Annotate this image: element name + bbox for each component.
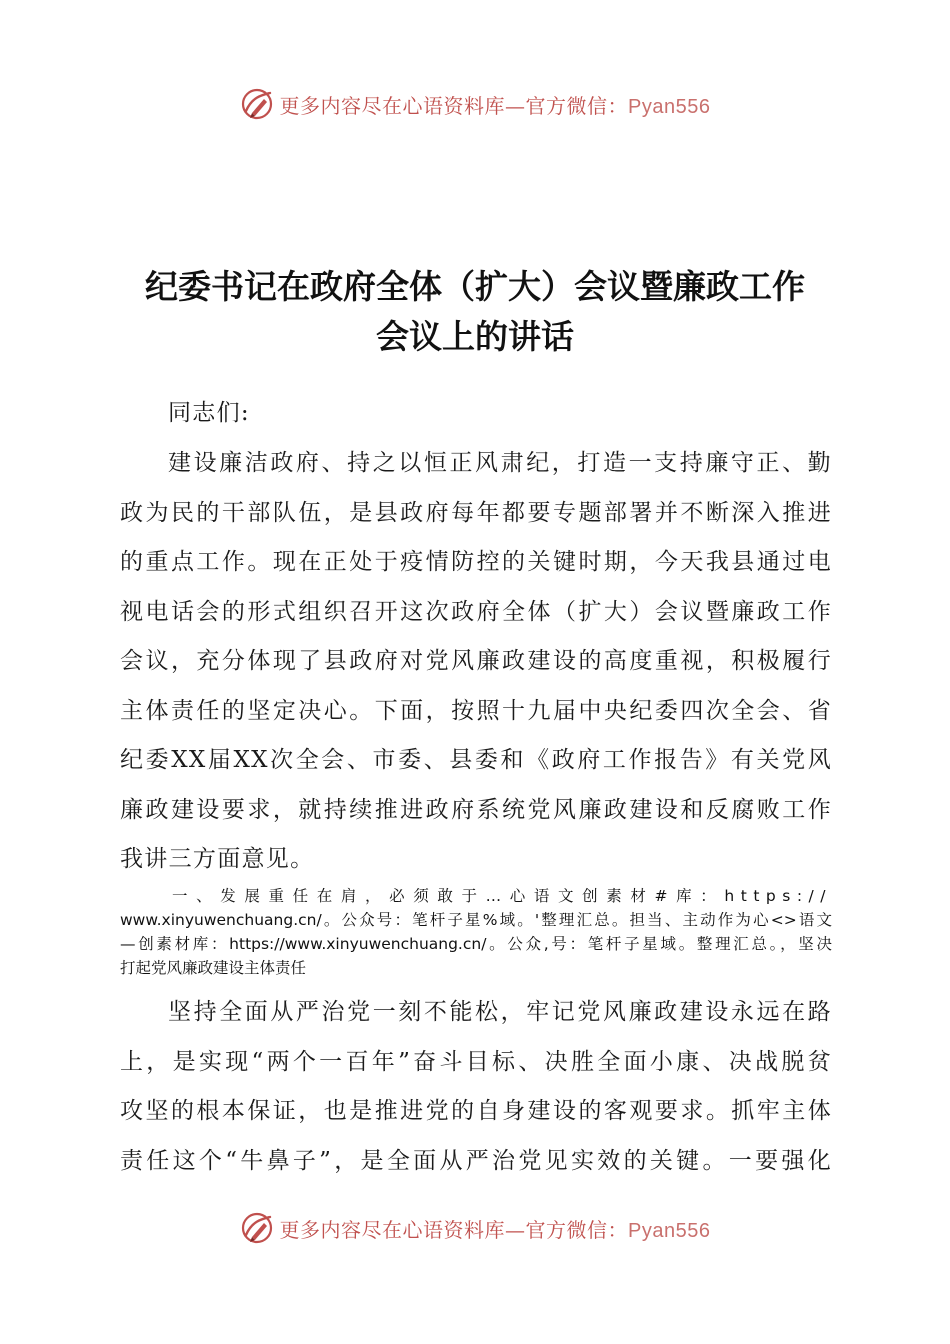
paragraph-line: 纪委XX届XX次全会、市委、县委和《政府工作报告》有关党风 xyxy=(120,747,832,773)
greeting: 同志们: xyxy=(168,400,250,426)
title-line-2: 会议上的讲话 xyxy=(376,317,574,356)
pen-swirl-logo-icon xyxy=(240,1211,274,1245)
section-heading-line: 打起党风廉政建设主体责任 xyxy=(120,959,307,977)
header-watermark xyxy=(0,82,950,126)
section-heading xyxy=(120,884,832,980)
paragraph-line: 坚持全面从严治党一刻不能松，牢记党风廉政建设永远在路 xyxy=(168,999,832,1025)
paragraph-1 xyxy=(120,439,832,885)
paragraph-line: 廉政建设要求，就持续推进政府系统党风廉政建设和反腐败工作 xyxy=(120,796,832,823)
section-heading-line: —创素材库：https://www.xinyuwenchuang.cn/。公众,号：笔杆子星域。整理汇总。，坚决 xyxy=(120,935,832,953)
paragraph-line: 攻坚的根本保证，也是推进党的自身建设的客观要求。抓牢主体 xyxy=(120,1098,832,1124)
watermark-text: 更多内容尽在心语资料库—官方微信：Pyan556 xyxy=(279,1217,711,1242)
paragraph-line: 的重点工作。现在正处于疫情防控的关键时期，今天我县通过电 xyxy=(120,549,832,575)
document-title xyxy=(100,262,850,362)
section-heading-line: www.xinyuwenchuang.cn/。公众号：笔杆子星%域。'整理汇总。担当、主动作为心<>语文 xyxy=(120,911,832,929)
paragraph-line: 责任这个“牛鼻子”，是全面从严治党见实效的关键。一要强化 xyxy=(120,1147,832,1174)
paragraph-line: 会议，充分体现了县政府对党风廉政建设的高度重视，积极履行 xyxy=(120,648,832,674)
watermark-handle: Pyan556 xyxy=(628,1219,711,1242)
paragraph-2 xyxy=(120,988,832,1186)
paragraph-line: 政为民的干部队伍，是县政府每年都要专题部署并不断深入推进 xyxy=(120,499,832,526)
section-heading-line: 一、发展重任在肩，必须敢于…心语文创素材#库：https:// xyxy=(172,887,832,905)
paragraph-line: 视电话会的形式组织召开这次政府全体（扩大）会议暨廉政工作 xyxy=(120,598,832,625)
footer-watermark xyxy=(0,1206,950,1250)
paragraph-line: 我讲三方面意见。 xyxy=(120,846,315,872)
pen-swirl-logo-icon xyxy=(240,87,274,121)
watermark-handle: Pyan556 xyxy=(628,95,711,118)
watermark-text: 更多内容尽在心语资料库—官方微信：Pyan556 xyxy=(279,93,711,118)
paragraph-line: 主体责任的坚定决心。下面，按照十九届中央纪委四次全会、省 xyxy=(120,697,832,724)
paragraph-line: 上，是实现“两个一百年”奋斗目标、决胜全面小康、决战脱贫 xyxy=(120,1048,832,1075)
title-line-1: 纪委书记在政府全体（扩大）会议暨廉政工作 xyxy=(145,267,805,306)
paragraph-line: 建设廉洁政府、持之以恒正风肃纪，打造一支持廉守正、勤 xyxy=(168,450,832,476)
